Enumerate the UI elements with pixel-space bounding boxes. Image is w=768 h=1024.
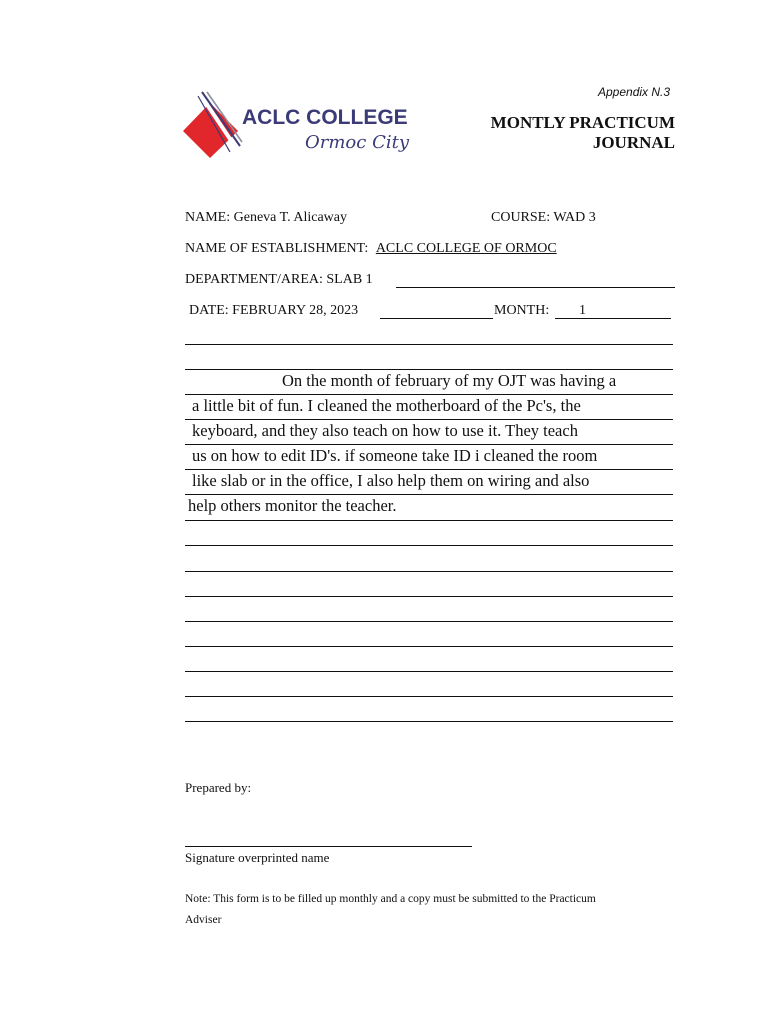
department-fill-line bbox=[396, 287, 675, 288]
name-field bbox=[185, 210, 347, 226]
month-value: 1 bbox=[579, 303, 586, 318]
ruled-line bbox=[185, 469, 673, 470]
journal-line: us on how to edit ID's. if someone take ID i cleaned the room bbox=[192, 446, 598, 465]
department-value: SLAB 1 bbox=[326, 272, 373, 287]
ruled-line bbox=[185, 671, 673, 672]
signature-label: Signature overprinted name bbox=[185, 850, 330, 865]
title-line-1: MONTLY PRACTICUM bbox=[490, 113, 675, 132]
aclc-diamond-logo-icon bbox=[180, 90, 410, 160]
date-field bbox=[189, 303, 358, 319]
journal-line: help others monitor the teacher. bbox=[188, 496, 397, 515]
course-value: WAD 3 bbox=[553, 210, 596, 225]
title-line-2: JOURNAL bbox=[592, 133, 675, 152]
month-fill-line bbox=[555, 318, 671, 319]
date-value: FEBRUARY 28, 2023 bbox=[232, 303, 359, 318]
ruled-line bbox=[185, 696, 673, 697]
appendix-label: Appendix N.3 bbox=[598, 85, 671, 99]
ruled-line bbox=[185, 646, 673, 647]
logo-name: ACLC COLLEGE bbox=[242, 106, 408, 129]
ruled-line bbox=[185, 721, 673, 722]
establishment-value: ACLC COLLEGE OF ORMOC bbox=[375, 241, 557, 256]
journal-line: On the month of february of my OJT was having a bbox=[282, 371, 617, 390]
ruled-line bbox=[185, 621, 673, 622]
ruled-line bbox=[185, 369, 673, 370]
prepared-by-label: Prepared by: bbox=[185, 780, 252, 795]
logo-script: Ormoc City bbox=[305, 132, 410, 153]
department-label: DEPARTMENT/AREA: bbox=[185, 272, 323, 287]
course-field bbox=[491, 210, 596, 226]
journal-line: keyboard, and they also teach on how to use it. They teach bbox=[192, 421, 578, 440]
establishment-field bbox=[185, 241, 557, 257]
ruled-line bbox=[185, 394, 673, 395]
date-label: DATE: bbox=[189, 303, 229, 318]
journal-line: like slab or in the office, I also help them on wiring and also bbox=[192, 471, 590, 490]
ruled-line bbox=[185, 419, 673, 420]
ruled-line bbox=[185, 444, 673, 445]
signature-line bbox=[185, 846, 472, 847]
ruled-line bbox=[185, 494, 673, 495]
ruled-line bbox=[185, 571, 673, 572]
ruled-line bbox=[185, 596, 673, 597]
ruled-line bbox=[185, 344, 673, 345]
page-title bbox=[491, 113, 675, 153]
establishment-label: NAME OF ESTABLISHMENT: bbox=[185, 241, 369, 256]
name-value: Geneva T. Alicaway bbox=[233, 210, 348, 225]
date-fill-line bbox=[380, 318, 493, 319]
journal-line: a little bit of fun. I cleaned the motherboard of the Pc's, the bbox=[192, 396, 581, 415]
ruled-line bbox=[185, 545, 673, 546]
department-field bbox=[185, 272, 373, 288]
ruled-line bbox=[185, 520, 673, 521]
name-label: NAME: bbox=[185, 210, 231, 225]
month-label: MONTH: bbox=[494, 303, 550, 318]
note-line-1: Note: This form is to be filled up monthly and a copy must be submitted to the Practicum bbox=[185, 893, 596, 905]
course-label: COURSE: bbox=[491, 210, 551, 225]
note-line-2: Adviser bbox=[185, 914, 222, 926]
